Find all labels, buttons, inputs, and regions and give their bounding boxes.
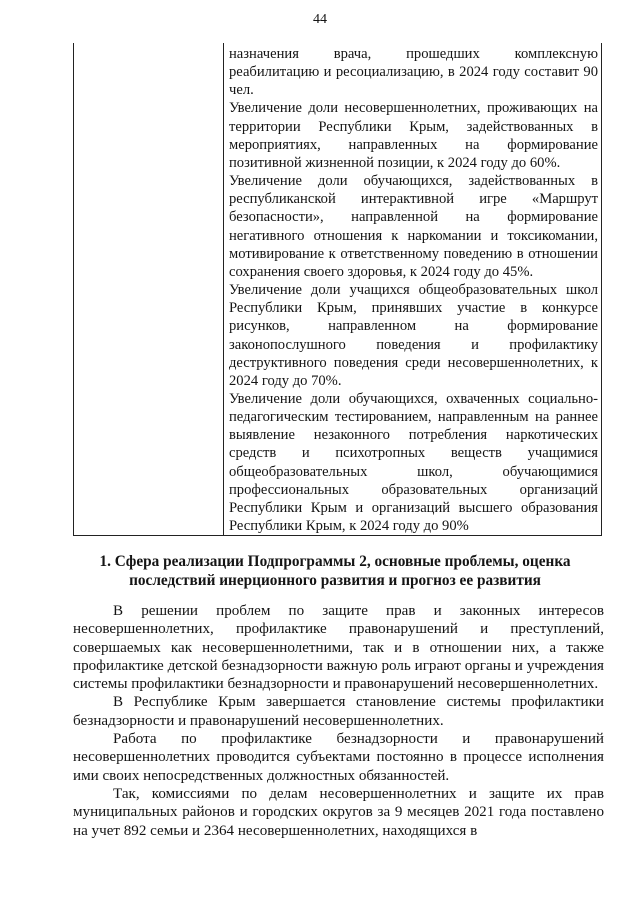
body-paragraph: Так, комиссиями по делам несовершеннолетних и защите их прав муниципальных районов и городских округов за 9 месяцев 2021 года поставлено на учет 892 семьи и 2364 несовершеннолетних, находящихся в [73, 785, 604, 839]
body-paragraph: В Республике Крым завершается становление системы профилактики безнадзорности и правонарушений несовершеннолетних. [73, 694, 604, 729]
section-heading-line-1: 1. Сфера реализации Подпрограммы 2, основные проблемы, оценка [99, 553, 571, 570]
table-paragraph: Увеличение доли обучающихся, задействованных в республиканской интерактивной игре «Маршрут безопасности», направленной на формирование негативного отношения к наркомании и токсикомании, мотивирование к ответственному поведению в отношении сохранения своего здоровья, к 2024 году до 45%. [229, 173, 598, 280]
body-paragraph: В решении проблем по защите прав и законных интересов несовершеннолетних, профилактике правонарушений и преступлений, совершаемых как несовершеннолетними, так и в отношении них, а также профилактике детской безнадзорности важную роль играют органы и учреждения системы профилактики безнадзорности и правонарушений несовершеннолетних. [73, 603, 604, 693]
table-left-cell [74, 43, 224, 535]
body-paragraph: Работа по профилактике безнадзорности и правонарушений несовершеннолетних проводится субъектами постоянно в процессе исполнения ими своих непосредственных должностных обязанностей. [73, 731, 604, 784]
table-paragraph: Увеличение доли учащихся общеобразовательных школ Республики Крым, принявших участие в конкурсе рисунков, направленном на формирование законопослушного поведения и профилактику деструктивного поведения среди несовершеннолетних, к 2024 году до 70%. [229, 282, 598, 389]
table-paragraph: назначения врача, прошедших комплексную реабилитацию и ресоциализацию, в 2024 году составит 90 чел. [229, 46, 598, 99]
table-paragraph: Увеличение доли несовершеннолетних, проживающих на территории Республики Крым, задействованных в мероприятиях, направленных на формирование позитивной жизненной позиции, к 2024 году до 60%. [229, 100, 598, 171]
section-heading [70, 552, 600, 590]
indicators-table [73, 43, 602, 536]
body-text [73, 602, 604, 840]
section-heading-line-2: последствий инерционного развития и прогноз ее развития [129, 572, 541, 589]
table-paragraph: Увеличение доли обучающихся, охваченных социально-педагогическим тестированием, направленным на раннее выявление незаконного потребления наркотических средств и психотропных веществ учащимися общеобразовательных школ, обучающимися профессиональных образовательных организаций Республики Крым и организаций высшего образования Республики Крым, к 2024 году до 90% [229, 390, 598, 535]
table-right-cell [229, 45, 598, 535]
page-number: 44 [313, 12, 327, 27]
